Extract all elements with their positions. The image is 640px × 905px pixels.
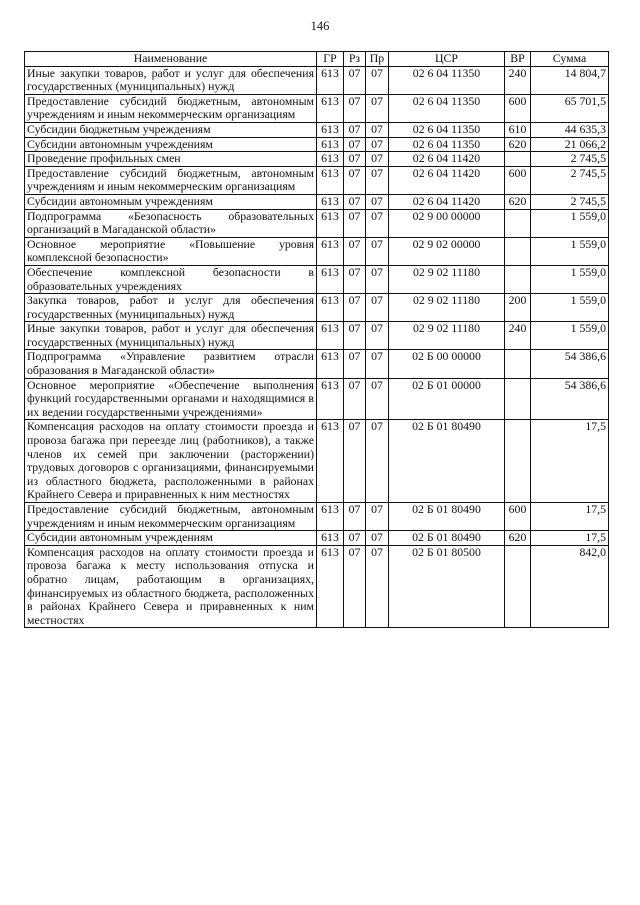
cell-csr: 02 9 00 00000 bbox=[389, 209, 505, 237]
cell-pr: 07 bbox=[366, 166, 389, 194]
table-row bbox=[25, 122, 609, 137]
header-name: Наименование bbox=[25, 52, 317, 67]
cell-csr: 02 9 02 00000 bbox=[389, 237, 505, 265]
header-vr: ВР bbox=[505, 52, 531, 67]
cell-sum: 14 804,7 bbox=[531, 66, 609, 94]
cell-rz: 07 bbox=[344, 265, 366, 293]
table-row bbox=[25, 545, 609, 628]
cell-name: Иные закупки товаров, работ и услуг для обеспечения государственных (муниципальных) нужд bbox=[25, 66, 317, 94]
table-row bbox=[25, 322, 609, 350]
cell-gr: 613 bbox=[317, 545, 344, 628]
cell-csr: 02 Б 01 80500 bbox=[389, 545, 505, 628]
cell-pr: 07 bbox=[366, 265, 389, 293]
cell-pr: 07 bbox=[366, 420, 389, 503]
cell-gr: 613 bbox=[317, 209, 344, 237]
cell-name: Иные закупки товаров, работ и услуг для обеспечения государственных (муниципальных) нужд bbox=[25, 322, 317, 350]
cell-gr: 613 bbox=[317, 265, 344, 293]
cell-name: Субсидии автономным учреждениям bbox=[25, 194, 317, 209]
cell-rz: 07 bbox=[344, 350, 366, 378]
cell-rz: 07 bbox=[344, 209, 366, 237]
cell-gr: 613 bbox=[317, 531, 344, 546]
table-row bbox=[25, 137, 609, 152]
cell-gr: 613 bbox=[317, 66, 344, 94]
cell-sum: 54 386,6 bbox=[531, 378, 609, 420]
cell-vr bbox=[505, 152, 531, 167]
table-row bbox=[25, 294, 609, 322]
cell-pr: 07 bbox=[366, 137, 389, 152]
cell-rz: 07 bbox=[344, 294, 366, 322]
cell-sum: 1 559,0 bbox=[531, 265, 609, 293]
cell-name: Проведение профильных смен bbox=[25, 152, 317, 167]
cell-vr: 600 bbox=[505, 503, 531, 531]
cell-gr: 613 bbox=[317, 137, 344, 152]
cell-pr: 07 bbox=[366, 378, 389, 420]
cell-vr bbox=[505, 265, 531, 293]
cell-gr: 613 bbox=[317, 503, 344, 531]
cell-gr: 613 bbox=[317, 194, 344, 209]
cell-name: Субсидии автономным учреждениям bbox=[25, 531, 317, 546]
table-header bbox=[25, 52, 609, 67]
cell-vr: 600 bbox=[505, 94, 531, 122]
table-body bbox=[25, 66, 609, 628]
cell-rz: 07 bbox=[344, 137, 366, 152]
cell-name: Обеспечение комплексной безопасности в образовательных учреждениях bbox=[25, 265, 317, 293]
cell-vr bbox=[505, 545, 531, 628]
cell-name: Основное мероприятие «Обеспечение выполнения функций государственными органами и находящимися в их ведении государственными учреждениями» bbox=[25, 378, 317, 420]
cell-name: Основное мероприятие «Повышение уровня комплексной безопасности» bbox=[25, 237, 317, 265]
cell-rz: 07 bbox=[344, 420, 366, 503]
cell-csr: 02 9 02 11180 bbox=[389, 322, 505, 350]
cell-csr: 02 6 04 11350 bbox=[389, 122, 505, 137]
table-row bbox=[25, 94, 609, 122]
cell-sum: 1 559,0 bbox=[531, 322, 609, 350]
cell-sum: 44 635,3 bbox=[531, 122, 609, 137]
cell-name: Субсидии бюджетным учреждениям bbox=[25, 122, 317, 137]
cell-sum: 2 745,5 bbox=[531, 166, 609, 194]
cell-sum: 17,5 bbox=[531, 531, 609, 546]
cell-vr: 200 bbox=[505, 294, 531, 322]
cell-pr: 07 bbox=[366, 194, 389, 209]
cell-gr: 613 bbox=[317, 350, 344, 378]
cell-gr: 613 bbox=[317, 294, 344, 322]
cell-name: Субсидии автономным учреждениям bbox=[25, 137, 317, 152]
cell-vr: 240 bbox=[505, 66, 531, 94]
table-row bbox=[25, 265, 609, 293]
cell-pr: 07 bbox=[366, 531, 389, 546]
table-row bbox=[25, 66, 609, 94]
cell-csr: 02 Б 01 00000 bbox=[389, 378, 505, 420]
cell-csr: 02 Б 00 00000 bbox=[389, 350, 505, 378]
cell-pr: 07 bbox=[366, 322, 389, 350]
cell-sum: 1 559,0 bbox=[531, 294, 609, 322]
table-row bbox=[25, 166, 609, 194]
cell-gr: 613 bbox=[317, 378, 344, 420]
cell-pr: 07 bbox=[366, 545, 389, 628]
table-row bbox=[25, 209, 609, 237]
cell-pr: 07 bbox=[366, 350, 389, 378]
cell-sum: 65 701,5 bbox=[531, 94, 609, 122]
cell-csr: 02 Б 01 80490 bbox=[389, 503, 505, 531]
budget-table bbox=[24, 51, 609, 628]
table-row bbox=[25, 378, 609, 420]
cell-gr: 613 bbox=[317, 322, 344, 350]
cell-sum: 2 745,5 bbox=[531, 194, 609, 209]
cell-vr bbox=[505, 237, 531, 265]
cell-csr: 02 6 04 11350 bbox=[389, 94, 505, 122]
header-row bbox=[25, 52, 609, 67]
cell-sum: 1 559,0 bbox=[531, 237, 609, 265]
cell-pr: 07 bbox=[366, 94, 389, 122]
cell-csr: 02 Б 01 80490 bbox=[389, 531, 505, 546]
table-row bbox=[25, 531, 609, 546]
cell-vr bbox=[505, 350, 531, 378]
cell-name: Предоставление субсидий бюджетным, автономным учреждениям и иным некоммерческим организациям bbox=[25, 94, 317, 122]
cell-gr: 613 bbox=[317, 152, 344, 167]
cell-name: Компенсация расходов на оплату стоимости проезда и провоза багажа при переезде лиц (работников), а также членов их семей при заключении (расторжении) трудовых договоров с организациями, финансируемыми из областного бюджета, расположенными в районах Крайнего Севера и приравненных к ним местностях bbox=[25, 420, 317, 503]
cell-rz: 07 bbox=[344, 237, 366, 265]
header-gr: ГР bbox=[317, 52, 344, 67]
cell-csr: 02 Б 01 80490 bbox=[389, 420, 505, 503]
cell-rz: 07 bbox=[344, 322, 366, 350]
cell-sum: 842,0 bbox=[531, 545, 609, 628]
cell-name: Подпрограмма «Безопасность образовательных организаций в Магаданской области» bbox=[25, 209, 317, 237]
cell-sum: 2 745,5 bbox=[531, 152, 609, 167]
cell-csr: 02 6 04 11420 bbox=[389, 194, 505, 209]
cell-gr: 613 bbox=[317, 237, 344, 265]
cell-gr: 613 bbox=[317, 420, 344, 503]
cell-gr: 613 bbox=[317, 122, 344, 137]
cell-vr bbox=[505, 209, 531, 237]
cell-pr: 07 bbox=[366, 122, 389, 137]
cell-csr: 02 6 04 11350 bbox=[389, 66, 505, 94]
table-row bbox=[25, 194, 609, 209]
cell-rz: 07 bbox=[344, 194, 366, 209]
table-row bbox=[25, 350, 609, 378]
cell-sum: 21 066,2 bbox=[531, 137, 609, 152]
cell-sum: 1 559,0 bbox=[531, 209, 609, 237]
cell-sum: 17,5 bbox=[531, 503, 609, 531]
cell-gr: 613 bbox=[317, 166, 344, 194]
cell-rz: 07 bbox=[344, 152, 366, 167]
cell-name: Подпрограмма «Управление развитием отрасли образования в Магаданской области» bbox=[25, 350, 317, 378]
cell-name: Предоставление субсидий бюджетным, автономным учреждениям и иным некоммерческим организациям bbox=[25, 503, 317, 531]
cell-pr: 07 bbox=[366, 237, 389, 265]
cell-pr: 07 bbox=[366, 152, 389, 167]
cell-vr: 240 bbox=[505, 322, 531, 350]
table-row bbox=[25, 237, 609, 265]
cell-vr: 620 bbox=[505, 531, 531, 546]
header-pr: Пр bbox=[366, 52, 389, 67]
cell-vr: 600 bbox=[505, 166, 531, 194]
cell-pr: 07 bbox=[366, 209, 389, 237]
cell-vr: 620 bbox=[505, 194, 531, 209]
header-sum: Сумма bbox=[531, 52, 609, 67]
cell-name: Закупка товаров, работ и услуг для обеспечения государственных (муниципальных) нужд bbox=[25, 294, 317, 322]
cell-rz: 07 bbox=[344, 545, 366, 628]
cell-rz: 07 bbox=[344, 378, 366, 420]
cell-csr: 02 6 04 11420 bbox=[389, 152, 505, 167]
cell-sum: 54 386,6 bbox=[531, 350, 609, 378]
cell-pr: 07 bbox=[366, 503, 389, 531]
cell-gr: 613 bbox=[317, 94, 344, 122]
cell-csr: 02 6 04 11420 bbox=[389, 166, 505, 194]
page-number: 146 bbox=[310, 19, 330, 33]
cell-name: Компенсация расходов на оплату стоимости проезда и провоза багажа к месту использования отпуска и обратно лицам, работающим в организациях, финансируемых из областного бюджета, расположенных в районах Крайнего Севера и приравненных к ним местностях bbox=[25, 545, 317, 628]
cell-rz: 07 bbox=[344, 531, 366, 546]
cell-csr: 02 6 04 11350 bbox=[389, 137, 505, 152]
cell-vr bbox=[505, 420, 531, 503]
cell-vr: 620 bbox=[505, 137, 531, 152]
cell-pr: 07 bbox=[366, 66, 389, 94]
cell-rz: 07 bbox=[344, 503, 366, 531]
cell-csr: 02 9 02 11180 bbox=[389, 265, 505, 293]
cell-csr: 02 9 02 11180 bbox=[389, 294, 505, 322]
cell-rz: 07 bbox=[344, 94, 366, 122]
cell-pr: 07 bbox=[366, 294, 389, 322]
cell-rz: 07 bbox=[344, 122, 366, 137]
header-rz: Рз bbox=[344, 52, 366, 67]
cell-vr: 610 bbox=[505, 122, 531, 137]
cell-rz: 07 bbox=[344, 166, 366, 194]
table-row bbox=[25, 152, 609, 167]
cell-sum: 17,5 bbox=[531, 420, 609, 503]
cell-vr bbox=[505, 378, 531, 420]
header-csr: ЦСР bbox=[389, 52, 505, 67]
cell-rz: 07 bbox=[344, 66, 366, 94]
table-row bbox=[25, 503, 609, 531]
cell-name: Предоставление субсидий бюджетным, автономным учреждениям и иным некоммерческим организациям bbox=[25, 166, 317, 194]
table-row bbox=[25, 420, 609, 503]
